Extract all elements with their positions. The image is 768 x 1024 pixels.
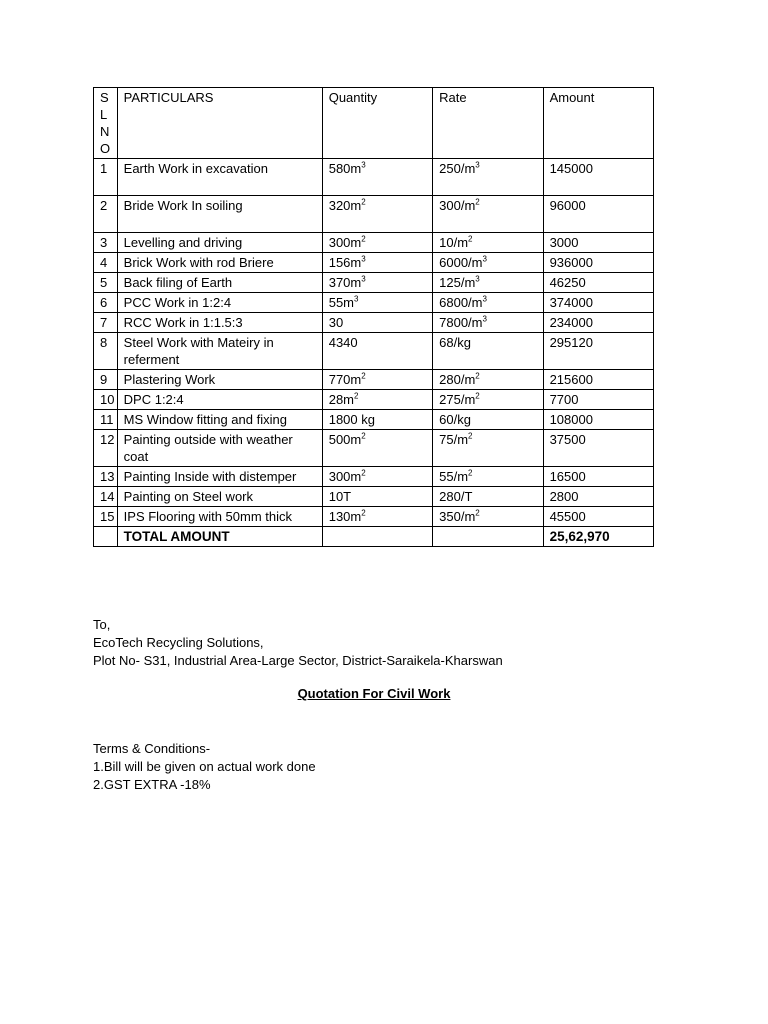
cell-sl-no-text: 11 [100,412,114,427]
table-row [94,333,654,370]
cell-rate-exponent: 2 [475,371,480,381]
cell-quantity-exponent: 2 [361,197,366,207]
cell-particulars-text: MS Window fitting and fixing [123,412,287,427]
cell-sl-no-text: 5 [100,275,108,290]
cell-rate [433,370,543,390]
cell-quantity-text: 30 [328,315,344,330]
cell-sl-no [94,507,118,527]
cell-rate [433,293,543,313]
table-row [94,487,654,507]
cell-sl-no-text: 3 [100,235,108,250]
cell-amount [543,313,653,333]
cell-rate [433,273,543,293]
cell-amount-text: 7700 [549,392,579,407]
cell-sl-no [94,253,118,273]
cell-sl-no-text: 13 [100,469,115,484]
cell-quantity-exponent: 2 [361,431,366,441]
cell-rate-text: 280/m [439,372,476,387]
cell-amount-text: 45500 [549,509,586,524]
cell-amount-text: 2800 [549,489,579,504]
cell-particulars-text: Painting Inside with distemper [123,469,297,484]
cell-amount [543,253,653,273]
cell-sl-no [94,430,118,467]
cell-amount [543,507,653,527]
cell-quantity-text: 320m [328,198,362,213]
terms-heading: Terms & Conditions- [93,741,211,756]
cell-sl-no-text: 2 [100,198,108,213]
cell-quantity-exponent: 3 [361,160,366,170]
cell-rate-text: 60/kg [439,412,471,427]
cell-rate-exponent: 2 [475,508,480,518]
cell-amount [543,333,653,370]
cell-particulars-text: Earth Work in excavation [123,161,268,176]
cell-quantity-text: 580m [328,161,362,176]
cell-rate [433,159,543,196]
cell-particulars [117,430,322,467]
cell-particulars [117,313,322,333]
cell-particulars [117,293,322,313]
cell-amount-text: 215600 [549,372,593,387]
cell-sl-no-text: 4 [100,255,108,270]
total-empty-sl [94,527,118,547]
cell-rate-exponent: 2 [468,468,473,478]
table-row [94,196,654,233]
cell-particulars-text: Brick Work with rod Briere [123,255,274,270]
cell-rate [433,507,543,527]
cell-rate-exponent: 2 [475,391,480,401]
table-row [94,159,654,196]
cell-quantity [322,370,432,390]
cell-amount-text: 295120 [549,335,593,350]
cell-quantity-text: 156m [328,255,362,270]
cell-particulars [117,370,322,390]
cell-amount-text: 3000 [549,235,579,250]
cell-quantity [322,430,432,467]
cell-quantity [322,467,432,487]
cell-quantity-exponent: 3 [354,294,359,304]
cell-quantity-text: 1800 kg [328,412,375,427]
total-amount: 25,62,970 [543,527,653,547]
cell-sl-no-text: 6 [100,295,108,310]
cell-quantity [322,390,432,410]
cell-particulars-text: RCC Work in 1:1.5:3 [123,315,243,330]
total-row [94,527,654,547]
cell-quantity [322,410,432,430]
total-empty-rate [433,527,543,547]
cell-quantity-exponent: 2 [361,468,366,478]
cell-rate-exponent: 2 [468,431,473,441]
cell-rate [433,253,543,273]
cell-particulars-text: Plastering Work [123,372,216,387]
cell-amount-text: 96000 [549,198,586,213]
cell-rate-exponent: 3 [475,274,480,284]
document-title: Quotation For Civil Work [297,686,451,701]
cell-rate-exponent: 3 [482,314,487,324]
quotation-table [93,87,654,547]
cell-rate [433,313,543,333]
table-row [94,467,654,487]
cell-amount [543,293,653,313]
table-row [94,507,654,527]
cell-amount [543,196,653,233]
cell-amount-text: 374000 [549,295,593,310]
cell-particulars-text: Painting outside with weather coat [123,432,293,464]
cell-particulars-text: DPC 1:2:4 [123,392,184,407]
cell-amount-text: 46250 [549,275,586,290]
table-row [94,233,654,253]
terms-item-1: 1.Bill will be given on actual work done [93,759,316,774]
cell-amount [543,159,653,196]
table-row [94,410,654,430]
cell-sl-no [94,233,118,253]
cell-sl-no-text: 7 [100,315,108,330]
cell-amount-text: 37500 [549,432,586,447]
cell-rate-text: 55/m [439,469,469,484]
cell-sl-no-text: 10 [100,392,115,407]
cell-amount [543,467,653,487]
cell-quantity [322,333,432,370]
cell-quantity-exponent: 2 [361,234,366,244]
cell-sl-no [94,487,118,507]
cell-sl-no-text: 12 [100,432,115,447]
cell-quantity-exponent: 2 [361,371,366,381]
cell-rate-text: 6000/m [439,255,483,270]
cell-sl-no [94,293,118,313]
cell-rate-text: 350/m [439,509,476,524]
cell-sl-no-text: 15 [100,509,115,524]
table-row [94,370,654,390]
cell-quantity-text: 10T [328,489,352,504]
cell-quantity [322,233,432,253]
cell-amount-text: 234000 [549,315,593,330]
total-empty-qty [322,527,432,547]
table-header-row [94,88,654,159]
header-particulars: PARTICULARS [117,88,322,159]
cell-amount [543,410,653,430]
cell-particulars [117,159,322,196]
terms-item-2: 2.GST EXTRA -18% [93,777,211,792]
cell-amount-text: 16500 [549,469,586,484]
cell-quantity [322,159,432,196]
cell-rate-text: 280/T [439,489,473,504]
terms-section [93,740,316,794]
cell-sl-no-text: 9 [100,372,108,387]
cell-amount-text: 936000 [549,255,593,270]
cell-quantity-text: 55m [328,295,355,310]
cell-particulars-text: Back filing of Earth [123,275,233,290]
cell-quantity [322,196,432,233]
cell-quantity-text: 130m [328,509,362,524]
cell-sl-no-text: 1 [100,161,108,176]
address-company: EcoTech Recycling Solutions, [93,635,264,650]
cell-particulars-text: Painting on Steel work [123,489,254,504]
cell-sl-no [94,390,118,410]
cell-rate-text: 68/kg [439,335,471,350]
cell-quantity-exponent: 3 [361,274,366,284]
cell-amount [543,233,653,253]
cell-sl-no [94,333,118,370]
cell-particulars-text: Bride Work In soiling [123,198,243,213]
table-row [94,253,654,273]
header-amount: Amount [543,88,653,159]
cell-sl-no [94,313,118,333]
cell-rate [433,196,543,233]
cell-particulars-text: Steel Work with Mateiry in referment [123,335,274,367]
address-to: To, [93,617,111,632]
cell-quantity-text: 370m [328,275,362,290]
cell-rate [433,233,543,253]
cell-sl-no [94,196,118,233]
cell-amount [543,430,653,467]
header-sl-no: SL N O [94,88,118,159]
cell-quantity-exponent: 3 [361,254,366,264]
cell-particulars [117,507,322,527]
cell-rate-text: 300/m [439,198,476,213]
cell-rate [433,430,543,467]
cell-quantity [322,273,432,293]
table-row [94,293,654,313]
cell-quantity [322,313,432,333]
cell-quantity-text: 4340 [328,335,358,350]
cell-quantity-text: 500m [328,432,362,447]
cell-particulars [117,390,322,410]
table-row [94,430,654,467]
cell-quantity-text: 770m [328,372,362,387]
cell-sl-no [94,410,118,430]
cell-sl-no [94,273,118,293]
cell-rate-exponent: 3 [482,254,487,264]
cell-sl-no [94,467,118,487]
cell-sl-no-text: 8 [100,335,108,350]
cell-rate-text: 7800/m [439,315,483,330]
cell-particulars [117,410,322,430]
total-label: TOTAL AMOUNT [117,527,322,547]
cell-amount [543,487,653,507]
cell-rate-text: 10/m [439,235,469,250]
cell-rate-text: 75/m [439,432,469,447]
cell-quantity [322,253,432,273]
cell-amount-text: 145000 [549,161,593,176]
cell-amount [543,273,653,293]
cell-quantity [322,293,432,313]
cell-rate-text: 275/m [439,392,476,407]
header-quantity: Quantity [322,88,432,159]
cell-quantity-text: 300m [328,235,362,250]
cell-rate-text: 250/m [439,161,476,176]
table-row [94,273,654,293]
cell-quantity-exponent: 2 [361,508,366,518]
cell-particulars-text: IPS Flooring with 50mm thick [123,509,292,524]
cell-particulars [117,333,322,370]
recipient-address [93,616,503,670]
address-line: Plot No- S31, Industrial Area-Large Sector, District-Saraikela-Kharswan [93,653,503,668]
cell-particulars-text: Levelling and driving [123,235,243,250]
cell-particulars [117,253,322,273]
cell-particulars [117,233,322,253]
cell-quantity [322,487,432,507]
cell-rate-exponent: 2 [468,234,473,244]
header-rate: Rate [433,88,543,159]
cell-particulars [117,467,322,487]
cell-rate-text: 125/m [439,275,476,290]
cell-rate-exponent: 2 [475,197,480,207]
cell-quantity-exponent: 2 [354,391,359,401]
cell-rate-exponent: 3 [475,160,480,170]
cell-rate-text: 6800/m [439,295,483,310]
cell-particulars-text: PCC Work in 1:2:4 [123,295,232,310]
cell-quantity-text: 28m [328,392,355,407]
cell-sl-no [94,159,118,196]
cell-sl-no-text: 14 [100,489,115,504]
cell-amount [543,370,653,390]
cell-rate [433,390,543,410]
table-row [94,313,654,333]
cell-rate-exponent: 3 [482,294,487,304]
cell-quantity-text: 300m [328,469,362,484]
cell-rate [433,410,543,430]
cell-rate [433,487,543,507]
cell-quantity [322,507,432,527]
cell-particulars [117,487,322,507]
cell-rate [433,333,543,370]
cell-amount-text: 108000 [549,412,593,427]
table-row [94,390,654,410]
cell-particulars [117,196,322,233]
cell-particulars [117,273,322,293]
cell-amount [543,390,653,410]
cell-sl-no [94,370,118,390]
cell-rate [433,467,543,487]
